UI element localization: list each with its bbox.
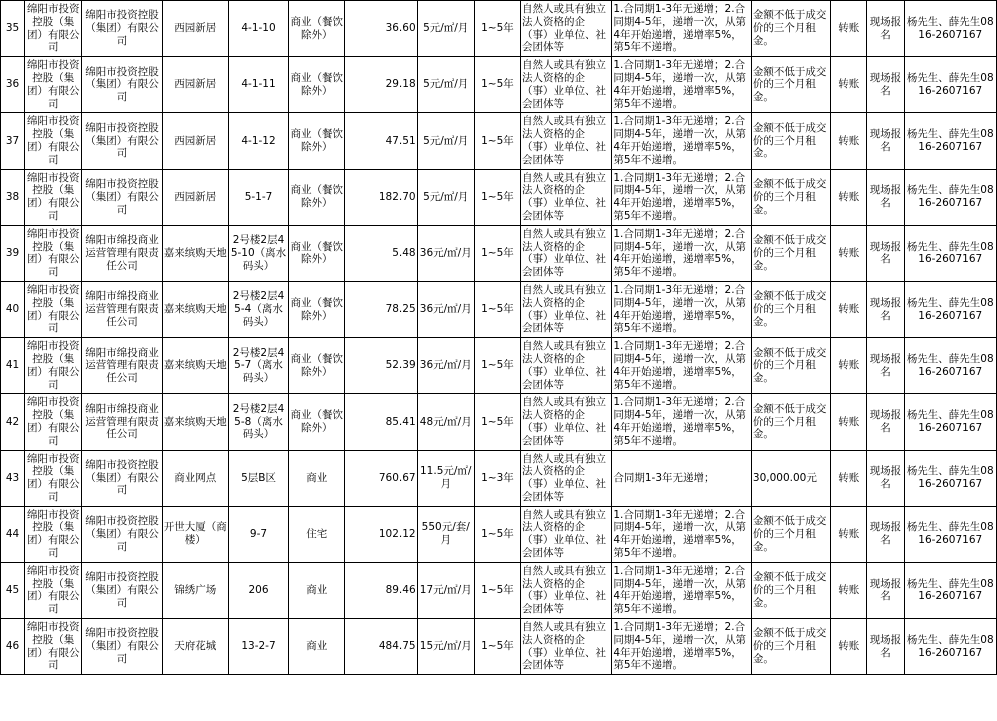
row-deposit: 金额不低于成交价的三个月租金。 [751,1,830,57]
row-usage: 商业（餐饮除外） [289,281,345,337]
row-signup: 现场报名 [867,562,904,618]
row-area: 36.60 [345,1,417,57]
row-unit: 206 [228,562,288,618]
row-area: 29.18 [345,57,417,113]
row-area: 47.51 [345,113,417,169]
row-owner: 绵阳市投资控股（集团）有限公司 [25,113,82,169]
row-usage: 商业（餐饮除外） [289,57,345,113]
row-signup: 现场报名 [867,394,904,450]
row-signup: 现场报名 [867,506,904,562]
row-contact: 杨先生、薛先生0816-2607167 [904,281,996,337]
row-unit: 2号楼2层45-7（离水码头） [228,338,288,394]
row-increase: 1.合同期1-3年无递增；2.合同期4-5年，递增一次，从第4年开始递增，递增率5%，第5年不递增。 [612,338,752,394]
row-payment: 转账 [831,57,867,113]
row-increase: 1.合同期1-3年无递增；2.合同期4-5年，递增一次，从第4年开始递增，递增率5%，第5年不递增。 [612,169,752,225]
row-owner: 绵阳市投资控股（集团）有限公司 [25,562,82,618]
row-index: 36 [1,57,25,113]
row-project: 嘉来缤购天地 [162,225,228,281]
row-payment: 转账 [831,562,867,618]
table-row [1,506,997,562]
row-term: 1~5年 [474,619,520,675]
table-row [1,1,997,57]
row-contact: 杨先生、薛先生0816-2607167 [904,338,996,394]
row-usage: 商业 [289,450,345,506]
row-price: 5元/㎡/月 [417,113,474,169]
row-price: 36元/㎡/月 [417,225,474,281]
row-signup: 现场报名 [867,619,904,675]
table-row [1,338,997,394]
row-index: 46 [1,619,25,675]
row-term: 1~5年 [474,338,520,394]
row-area: 182.70 [345,169,417,225]
row-price: 36元/㎡/月 [417,281,474,337]
row-company: 绵阳市投资控股（集团）有限公司 [82,562,162,618]
row-term: 1~5年 [474,1,520,57]
row-deposit: 金额不低于成交价的三个月租金。 [751,506,830,562]
row-signup: 现场报名 [867,1,904,57]
row-contact: 杨先生、薛先生0816-2607167 [904,619,996,675]
row-increase: 1.合同期1-3年无递增；2.合同期4-5年，递增一次，从第4年开始递增，递增率5%，第5年不递增。 [612,57,752,113]
row-price: 48元/㎡/月 [417,394,474,450]
row-increase: 1.合同期1-3年无递增；2.合同期4-5年，递增一次，从第4年开始递增，递增率5%，第5年不递增。 [612,562,752,618]
row-area: 78.25 [345,281,417,337]
row-qualification: 自然人或具有独立法人资格的企（事）业单位、社会团体等 [521,281,612,337]
row-payment: 转账 [831,113,867,169]
row-qualification: 自然人或具有独立法人资格的企（事）业单位、社会团体等 [521,57,612,113]
row-deposit: 金额不低于成交价的三个月租金。 [751,338,830,394]
row-price: 5元/㎡/月 [417,57,474,113]
row-index: 38 [1,169,25,225]
row-term: 1~5年 [474,57,520,113]
row-qualification: 自然人或具有独立法人资格的企（事）业单位、社会团体等 [521,113,612,169]
row-company: 绵阳市投资控股（集团）有限公司 [82,1,162,57]
row-unit: 5-1-7 [228,169,288,225]
row-increase: 1.合同期1-3年无递增；2.合同期4-5年，递增一次，从第4年开始递增，递增率5%，第5年不递增。 [612,281,752,337]
row-project: 嘉来缤购天地 [162,338,228,394]
row-contact: 杨先生、薛先生0816-2607167 [904,1,996,57]
row-qualification: 自然人或具有独立法人资格的企（事）业单位、社会团体等 [521,506,612,562]
table-body [1,1,997,675]
row-project: 开世大厦（商楼） [162,506,228,562]
row-deposit: 30,000.00元 [751,450,830,506]
table-row [1,113,997,169]
row-company: 绵阳市绵投商业运营管理有限责任公司 [82,225,162,281]
row-project: 嘉来缤购天地 [162,394,228,450]
row-increase: 1.合同期1-3年无递增；2.合同期4-5年，递增一次，从第4年开始递增，递增率5%，第5年不递增。 [612,619,752,675]
row-price: 11.5元/㎡/月 [417,450,474,506]
row-owner: 绵阳市投资控股（集团）有限公司 [25,394,82,450]
row-price: 5元/㎡/月 [417,1,474,57]
row-company: 绵阳市投资控股（集团）有限公司 [82,113,162,169]
row-index: 35 [1,1,25,57]
row-owner: 绵阳市投资控股（集团）有限公司 [25,619,82,675]
row-payment: 转账 [831,1,867,57]
row-index: 37 [1,113,25,169]
row-company: 绵阳市绵投商业运营管理有限责任公司 [82,338,162,394]
row-usage: 住宅 [289,506,345,562]
row-project: 西园新居 [162,57,228,113]
row-usage: 商业 [289,562,345,618]
row-payment: 转账 [831,338,867,394]
row-owner: 绵阳市投资控股（集团）有限公司 [25,225,82,281]
row-increase: 1.合同期1-3年无递增；2.合同期4-5年，递增一次，从第4年开始递增，递增率5%，第5年不递增。 [612,1,752,57]
row-payment: 转账 [831,225,867,281]
row-qualification: 自然人或具有独立法人资格的企（事）业单位、社会团体等 [521,1,612,57]
row-area: 102.12 [345,506,417,562]
row-term: 1~5年 [474,169,520,225]
row-increase: 合同期1-3年无递增； [612,450,752,506]
row-area: 85.41 [345,394,417,450]
row-unit: 2号楼2层45-10（离水码头） [228,225,288,281]
row-index: 43 [1,450,25,506]
row-payment: 转账 [831,450,867,506]
row-contact: 杨先生、薛先生0816-2607167 [904,450,996,506]
row-project: 商业网点 [162,450,228,506]
row-contact: 杨先生、薛先生0816-2607167 [904,225,996,281]
row-payment: 转账 [831,619,867,675]
row-qualification: 自然人或具有独立法人资格的企（事）业单位、社会团体等 [521,619,612,675]
table-row [1,169,997,225]
row-unit: 4-1-12 [228,113,288,169]
row-deposit: 金额不低于成交价的三个月租金。 [751,562,830,618]
row-term: 1~5年 [474,281,520,337]
row-payment: 转账 [831,281,867,337]
row-usage: 商业（餐饮除外） [289,1,345,57]
row-price: 15元/㎡/月 [417,619,474,675]
row-unit: 13-2-7 [228,619,288,675]
row-company: 绵阳市投资控股（集团）有限公司 [82,619,162,675]
row-increase: 1.合同期1-3年无递增；2.合同期4-5年，递增一次，从第4年开始递增，递增率5%，第5年不递增。 [612,225,752,281]
row-company: 绵阳市绵投商业运营管理有限责任公司 [82,394,162,450]
table-row [1,450,997,506]
row-area: 52.39 [345,338,417,394]
row-deposit: 金额不低于成交价的三个月租金。 [751,169,830,225]
row-company: 绵阳市投资控股（集团）有限公司 [82,450,162,506]
row-payment: 转账 [831,169,867,225]
row-term: 1~5年 [474,506,520,562]
row-qualification: 自然人或具有独立法人资格的企（事）业单位、社会团体等 [521,225,612,281]
row-signup: 现场报名 [867,281,904,337]
row-area: 760.67 [345,450,417,506]
table-row [1,225,997,281]
row-project: 西园新居 [162,113,228,169]
row-deposit: 金额不低于成交价的三个月租金。 [751,113,830,169]
row-owner: 绵阳市投资控股（集团）有限公司 [25,57,82,113]
row-project: 天府花城 [162,619,228,675]
row-unit: 2号楼2层45-8（离水码头） [228,394,288,450]
row-owner: 绵阳市投资控股（集团）有限公司 [25,506,82,562]
row-qualification: 自然人或具有独立法人资格的企（事）业单位、社会团体等 [521,394,612,450]
row-term: 1~5年 [474,113,520,169]
row-contact: 杨先生、薛先生0816-2607167 [904,57,996,113]
table-row [1,619,997,675]
row-area: 5.48 [345,225,417,281]
row-term: 1~5年 [474,562,520,618]
row-index: 44 [1,506,25,562]
row-payment: 转账 [831,394,867,450]
row-company: 绵阳市投资控股（集团）有限公司 [82,169,162,225]
row-owner: 绵阳市投资控股（集团）有限公司 [25,169,82,225]
row-unit: 4-1-11 [228,57,288,113]
row-qualification: 自然人或具有独立法人资格的企（事）业单位、社会团体等 [521,562,612,618]
row-index: 41 [1,338,25,394]
row-term: 1~3年 [474,450,520,506]
row-project: 西园新居 [162,169,228,225]
row-price: 550元/套/月 [417,506,474,562]
row-usage: 商业（餐饮除外） [289,113,345,169]
row-owner: 绵阳市投资控股（集团）有限公司 [25,1,82,57]
row-deposit: 金额不低于成交价的三个月租金。 [751,394,830,450]
row-usage: 商业（餐饮除外） [289,338,345,394]
row-owner: 绵阳市投资控股（集团）有限公司 [25,450,82,506]
row-usage: 商业（餐饮除外） [289,394,345,450]
row-signup: 现场报名 [867,169,904,225]
row-project: 嘉来缤购天地 [162,281,228,337]
row-contact: 杨先生、薛先生0816-2607167 [904,113,996,169]
table-row [1,562,997,618]
row-contact: 杨先生、薛先生0816-2607167 [904,394,996,450]
table-row [1,57,997,113]
row-deposit: 金额不低于成交价的三个月租金。 [751,619,830,675]
row-deposit: 金额不低于成交价的三个月租金。 [751,225,830,281]
row-signup: 现场报名 [867,338,904,394]
row-project: 锦绣广场 [162,562,228,618]
row-signup: 现场报名 [867,57,904,113]
row-deposit: 金额不低于成交价的三个月租金。 [751,57,830,113]
row-index: 39 [1,225,25,281]
row-contact: 杨先生、薛先生0816-2607167 [904,169,996,225]
row-term: 1~5年 [474,394,520,450]
row-index: 40 [1,281,25,337]
row-signup: 现场报名 [867,113,904,169]
row-area: 89.46 [345,562,417,618]
row-payment: 转账 [831,506,867,562]
row-qualification: 自然人或具有独立法人资格的企（事）业单位、社会团体等 [521,169,612,225]
row-signup: 现场报名 [867,450,904,506]
row-signup: 现场报名 [867,225,904,281]
row-area: 484.75 [345,619,417,675]
row-price: 17元/㎡/月 [417,562,474,618]
table-row [1,394,997,450]
row-company: 绵阳市投资控股（集团）有限公司 [82,506,162,562]
row-price: 5元/㎡/月 [417,169,474,225]
row-unit: 9-7 [228,506,288,562]
row-owner: 绵阳市投资控股（集团）有限公司 [25,338,82,394]
table-row [1,281,997,337]
row-qualification: 自然人或具有独立法人资格的企（事）业单位、社会团体等 [521,450,612,506]
row-term: 1~5年 [474,225,520,281]
row-index: 45 [1,562,25,618]
row-unit: 2号楼2层45-4（离水码头） [228,281,288,337]
row-company: 绵阳市投资控股（集团）有限公司 [82,57,162,113]
row-increase: 1.合同期1-3年无递增；2.合同期4-5年，递增一次，从第4年开始递增，递增率5%，第5年不递增。 [612,394,752,450]
row-usage: 商业（餐饮除外） [289,169,345,225]
row-contact: 杨先生、薛先生0816-2607167 [904,506,996,562]
row-index: 42 [1,394,25,450]
row-increase: 1.合同期1-3年无递增；2.合同期4-5年，递增一次，从第4年开始递增，递增率5%，第5年不递增。 [612,113,752,169]
row-project: 西园新居 [162,1,228,57]
row-increase: 1.合同期1-3年无递增；2.合同期4-5年，递增一次，从第4年开始递增，递增率5%，第5年不递增。 [612,506,752,562]
row-unit: 5层B区 [228,450,288,506]
row-company: 绵阳市绵投商业运营管理有限责任公司 [82,281,162,337]
row-deposit: 金额不低于成交价的三个月租金。 [751,281,830,337]
row-unit: 4-1-10 [228,1,288,57]
row-usage: 商业 [289,619,345,675]
row-price: 36元/㎡/月 [417,338,474,394]
row-owner: 绵阳市投资控股（集团）有限公司 [25,281,82,337]
row-usage: 商业（餐饮除外） [289,225,345,281]
row-contact: 杨先生、薛先生0816-2607167 [904,562,996,618]
row-qualification: 自然人或具有独立法人资格的企（事）业单位、社会团体等 [521,338,612,394]
